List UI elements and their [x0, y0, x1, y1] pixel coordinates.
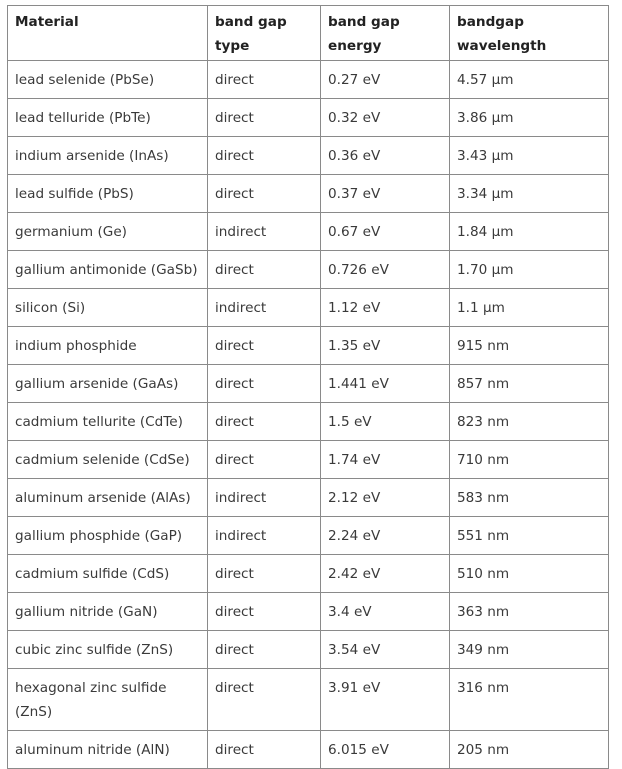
- cell-band-gap-energy: 2.24 eV: [321, 517, 450, 555]
- cell-band-gap-energy: 0.32 eV: [321, 99, 450, 137]
- cell-band-gap-type: direct: [208, 731, 321, 769]
- cell-band-gap-type: direct: [208, 61, 321, 99]
- cell-material: germanium (Ge): [8, 213, 208, 251]
- cell-material: indium arsenide (InAs): [8, 137, 208, 175]
- cell-material: gallium antimonide (GaSb): [8, 251, 208, 289]
- cell-band-gap-type: direct: [208, 555, 321, 593]
- cell-bandgap-wavelength: 710 nm: [450, 441, 609, 479]
- header-row: [8, 6, 609, 61]
- table-row: [8, 441, 609, 479]
- cell-band-gap-energy: 0.37 eV: [321, 175, 450, 213]
- cell-material: cadmium tellurite (CdTe): [8, 403, 208, 441]
- cell-material: cubic zinc sulfide (ZnS): [8, 631, 208, 669]
- table-row: [8, 555, 609, 593]
- cell-band-gap-type: indirect: [208, 213, 321, 251]
- table-row: [8, 669, 609, 731]
- header-band-gap-energy: band gap energy: [321, 6, 450, 61]
- cell-bandgap-wavelength: 583 nm: [450, 479, 609, 517]
- cell-bandgap-wavelength: 316 nm: [450, 669, 609, 731]
- cell-band-gap-type: indirect: [208, 479, 321, 517]
- cell-bandgap-wavelength: 3.34 μm: [450, 175, 609, 213]
- cell-bandgap-wavelength: 205 nm: [450, 731, 609, 769]
- table-row: [8, 593, 609, 631]
- cell-band-gap-energy: 2.42 eV: [321, 555, 450, 593]
- cell-material: cadmium sulfide (CdS): [8, 555, 208, 593]
- cell-material: aluminum arsenide (AlAs): [8, 479, 208, 517]
- table-row: [8, 175, 609, 213]
- table-row: [8, 731, 609, 769]
- header-band-gap-type: band gap type: [208, 6, 321, 61]
- table-row: [8, 137, 609, 175]
- table-row: [8, 99, 609, 137]
- cell-band-gap-type: direct: [208, 137, 321, 175]
- cell-material: hexagonal zinc sulfide (ZnS): [8, 669, 208, 731]
- cell-bandgap-wavelength: 3.43 μm: [450, 137, 609, 175]
- cell-band-gap-energy: 1.74 eV: [321, 441, 450, 479]
- cell-bandgap-wavelength: 510 nm: [450, 555, 609, 593]
- cell-material: lead telluride (PbTe): [8, 99, 208, 137]
- cell-band-gap-type: indirect: [208, 289, 321, 327]
- table-row: [8, 631, 609, 669]
- cell-bandgap-wavelength: 4.57 μm: [450, 61, 609, 99]
- cell-bandgap-wavelength: 1.84 μm: [450, 213, 609, 251]
- table-row: [8, 479, 609, 517]
- table-row: [8, 213, 609, 251]
- table-row: [8, 61, 609, 99]
- cell-bandgap-wavelength: 551 nm: [450, 517, 609, 555]
- cell-band-gap-energy: 3.4 eV: [321, 593, 450, 631]
- cell-band-gap-energy: 1.441 eV: [321, 365, 450, 403]
- cell-bandgap-wavelength: 349 nm: [450, 631, 609, 669]
- cell-material: lead selenide (PbSe): [8, 61, 208, 99]
- cell-material: indium phosphide: [8, 327, 208, 365]
- cell-material: lead sulfide (PbS): [8, 175, 208, 213]
- cell-band-gap-type: direct: [208, 365, 321, 403]
- cell-band-gap-type: direct: [208, 403, 321, 441]
- cell-band-gap-type: direct: [208, 631, 321, 669]
- cell-band-gap-energy: 1.12 eV: [321, 289, 450, 327]
- cell-bandgap-wavelength: 1.70 μm: [450, 251, 609, 289]
- cell-bandgap-wavelength: 1.1 μm: [450, 289, 609, 327]
- cell-band-gap-energy: 6.015 eV: [321, 731, 450, 769]
- cell-bandgap-wavelength: 823 nm: [450, 403, 609, 441]
- cell-material: silicon (Si): [8, 289, 208, 327]
- cell-material: gallium arsenide (GaAs): [8, 365, 208, 403]
- cell-material: aluminum nitride (AlN): [8, 731, 208, 769]
- cell-band-gap-type: direct: [208, 669, 321, 731]
- table-row: [8, 327, 609, 365]
- cell-band-gap-energy: 1.5 eV: [321, 403, 450, 441]
- table-row: [8, 517, 609, 555]
- cell-band-gap-energy: 0.36 eV: [321, 137, 450, 175]
- cell-bandgap-wavelength: 857 nm: [450, 365, 609, 403]
- header-material: Material: [8, 6, 208, 61]
- table-row: [8, 403, 609, 441]
- table-body: [8, 61, 609, 769]
- cell-bandgap-wavelength: 915 nm: [450, 327, 609, 365]
- cell-band-gap-type: direct: [208, 175, 321, 213]
- cell-band-gap-energy: 0.27 eV: [321, 61, 450, 99]
- cell-bandgap-wavelength: 363 nm: [450, 593, 609, 631]
- table-row: [8, 289, 609, 327]
- header-bandgap-wavelength: bandgap wavelength: [450, 6, 609, 61]
- cell-material: gallium phosphide (GaP): [8, 517, 208, 555]
- cell-band-gap-energy: 1.35 eV: [321, 327, 450, 365]
- table-container: [7, 5, 609, 769]
- cell-band-gap-type: indirect: [208, 517, 321, 555]
- cell-band-gap-energy: 2.12 eV: [321, 479, 450, 517]
- cell-material: cadmium selenide (CdSe): [8, 441, 208, 479]
- cell-band-gap-type: direct: [208, 593, 321, 631]
- cell-bandgap-wavelength: 3.86 μm: [450, 99, 609, 137]
- cell-band-gap-type: direct: [208, 251, 321, 289]
- bandgap-table: [7, 5, 609, 769]
- table-header: [8, 6, 609, 61]
- cell-band-gap-type: direct: [208, 327, 321, 365]
- table-row: [8, 251, 609, 289]
- cell-band-gap-type: direct: [208, 99, 321, 137]
- cell-band-gap-type: direct: [208, 441, 321, 479]
- cell-band-gap-energy: 0.726 eV: [321, 251, 450, 289]
- cell-band-gap-energy: 3.54 eV: [321, 631, 450, 669]
- cell-material: gallium nitride (GaN): [8, 593, 208, 631]
- table-row: [8, 365, 609, 403]
- cell-band-gap-energy: 0.67 eV: [321, 213, 450, 251]
- cell-band-gap-energy: 3.91 eV: [321, 669, 450, 731]
